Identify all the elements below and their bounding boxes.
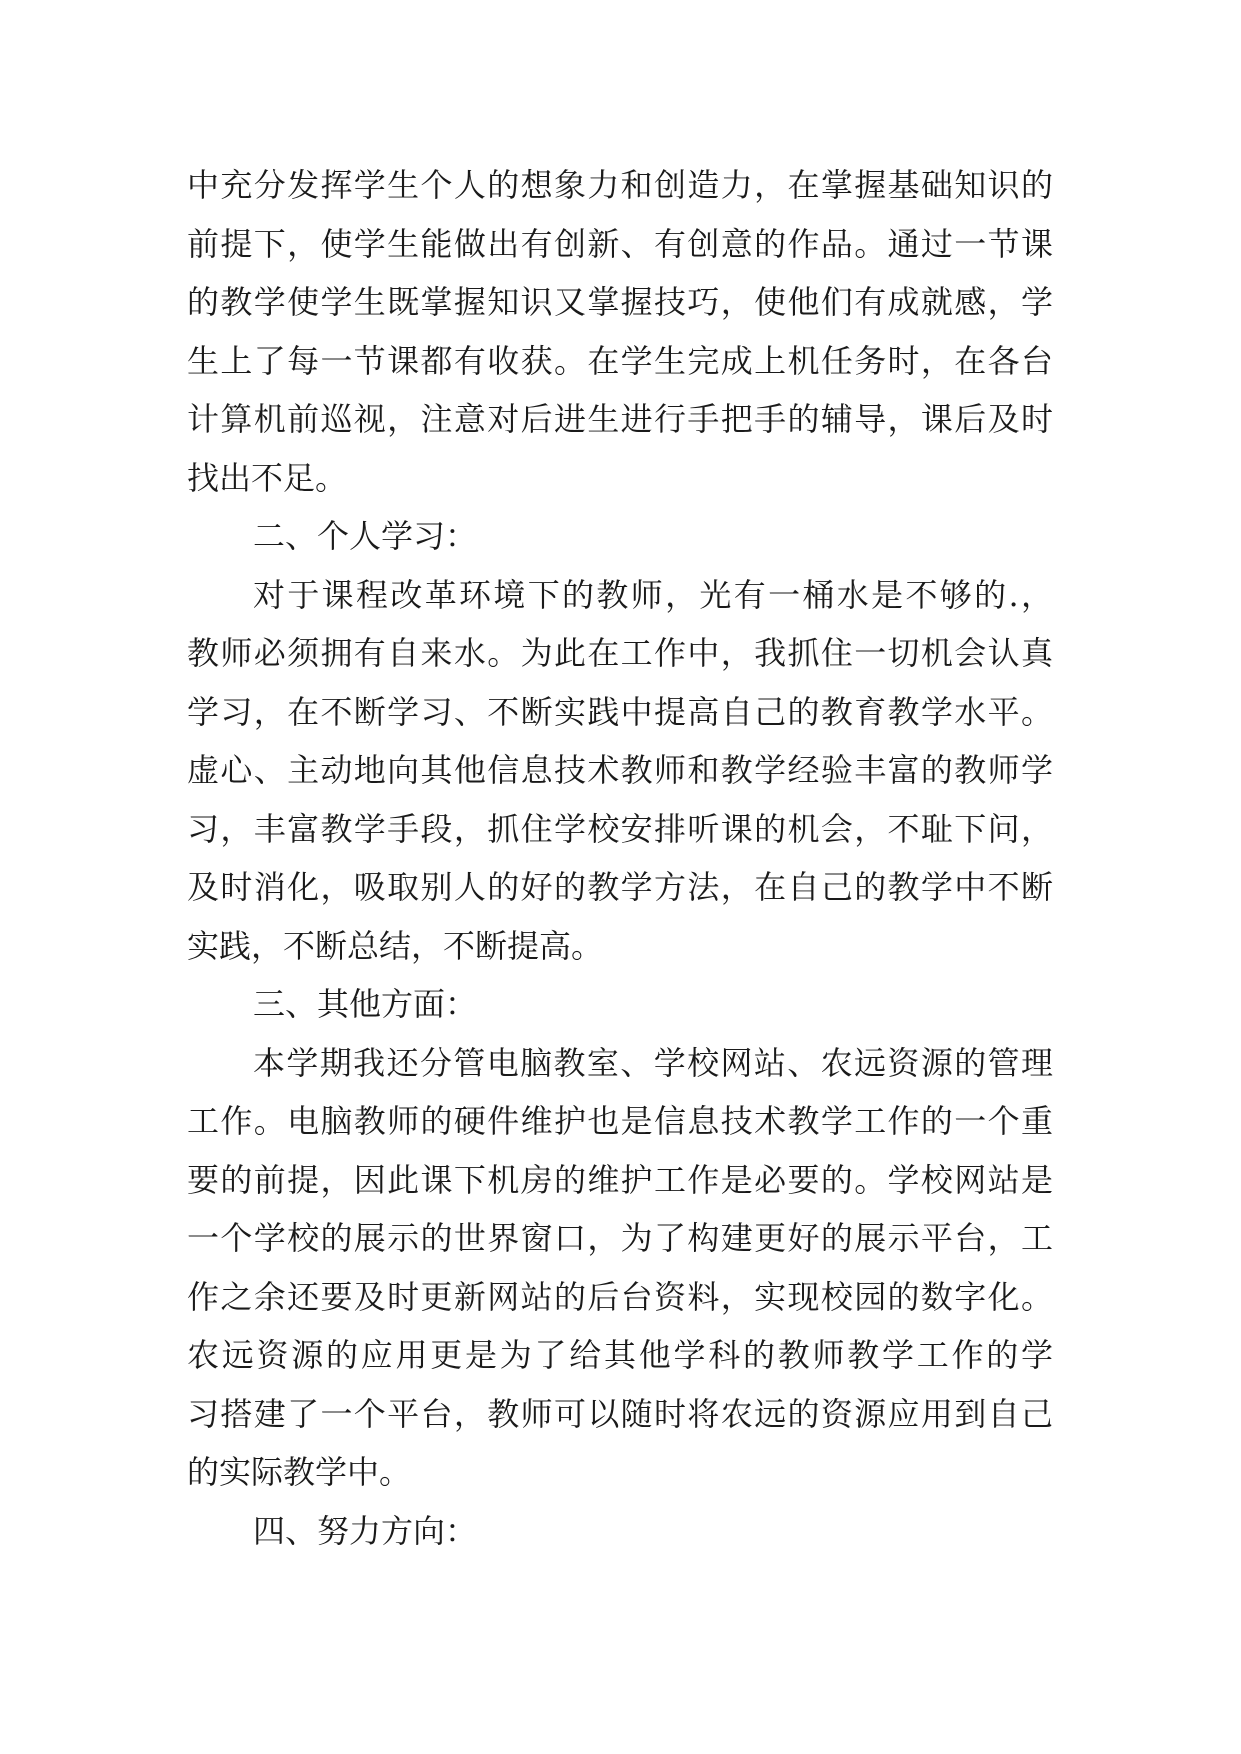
text-line: 前提下，使学生能做出有创新、有创意的作品。通过一节课 xyxy=(187,224,1053,263)
text-line: 找出不足。 xyxy=(187,458,348,497)
text-line: 习，丰富教学手段，抓住学校安排听课的机会，不耻下问， xyxy=(187,809,1053,848)
text-line: 实践，不断总结，不断提高。 xyxy=(187,926,604,965)
text-line: 要的前提，因此课下机房的维护工作是必要的。学校网站是 xyxy=(187,1160,1053,1199)
section-heading: 三、其他方面： xyxy=(253,985,478,1023)
text-line: 中充分发挥学生个人的想象力和创造力，在掌握基础知识的 xyxy=(187,166,1053,204)
text-line: 的教学使学生既掌握知识又掌握技巧，使他们有成就感，学 xyxy=(187,283,1053,321)
text-line: 农远资源的应用更是为了给其他学科的教师教学工作的学 xyxy=(187,1336,1053,1374)
text-line: 本学期我还分管电脑教室、学校网站、农远资源的管理 xyxy=(253,1043,1053,1082)
text-line: 的实际教学中。 xyxy=(187,1453,412,1491)
section-personal-study xyxy=(187,507,1053,975)
paragraph-intro xyxy=(187,156,1053,507)
text-line: 教师必须拥有自来水。为此在工作中，我抓住一切机会认真 xyxy=(187,634,1053,672)
text-line: 对于课程改革环境下的教师，光有一桶水是不够的.， xyxy=(253,575,1053,614)
section-other-aspects xyxy=(187,975,1053,1502)
section-heading: 四、努力方向： xyxy=(253,1511,478,1550)
section-heading: 二、个人学习： xyxy=(253,517,478,555)
paragraph xyxy=(187,566,1053,976)
text-line: 生上了每一节课都有收获。在学生完成上机任务时，在各台 xyxy=(187,341,1053,380)
text-line: 工作。电脑教师的硬件维护也是信息技术教学工作的一个重 xyxy=(187,1102,1053,1140)
text-line: 计算机前巡视，注意对后进生进行手把手的辅导，课后及时 xyxy=(187,400,1053,438)
text-line: 及时消化，吸取别人的好的教学方法，在自己的教学中不断 xyxy=(187,868,1053,906)
text-line: 作之余还要及时更新网站的后台资料，实现校园的数字化。 xyxy=(187,1277,1053,1316)
document-body xyxy=(187,156,1053,1560)
section-future-direction xyxy=(187,1502,1053,1561)
text-line: 习搭建了一个平台，教师可以随时将农远的资源应用到自己 xyxy=(187,1394,1053,1433)
paragraph xyxy=(187,1034,1053,1502)
text-line: 虚心、主动地向其他信息技术教师和教学经验丰富的教师学 xyxy=(187,751,1053,789)
text-line: 学习，在不断学习、不断实践中提高自己的教育教学水平。 xyxy=(187,692,1053,731)
text-line: 一个学校的展示的世界窗口，为了构建更好的展示平台，工 xyxy=(187,1219,1053,1257)
